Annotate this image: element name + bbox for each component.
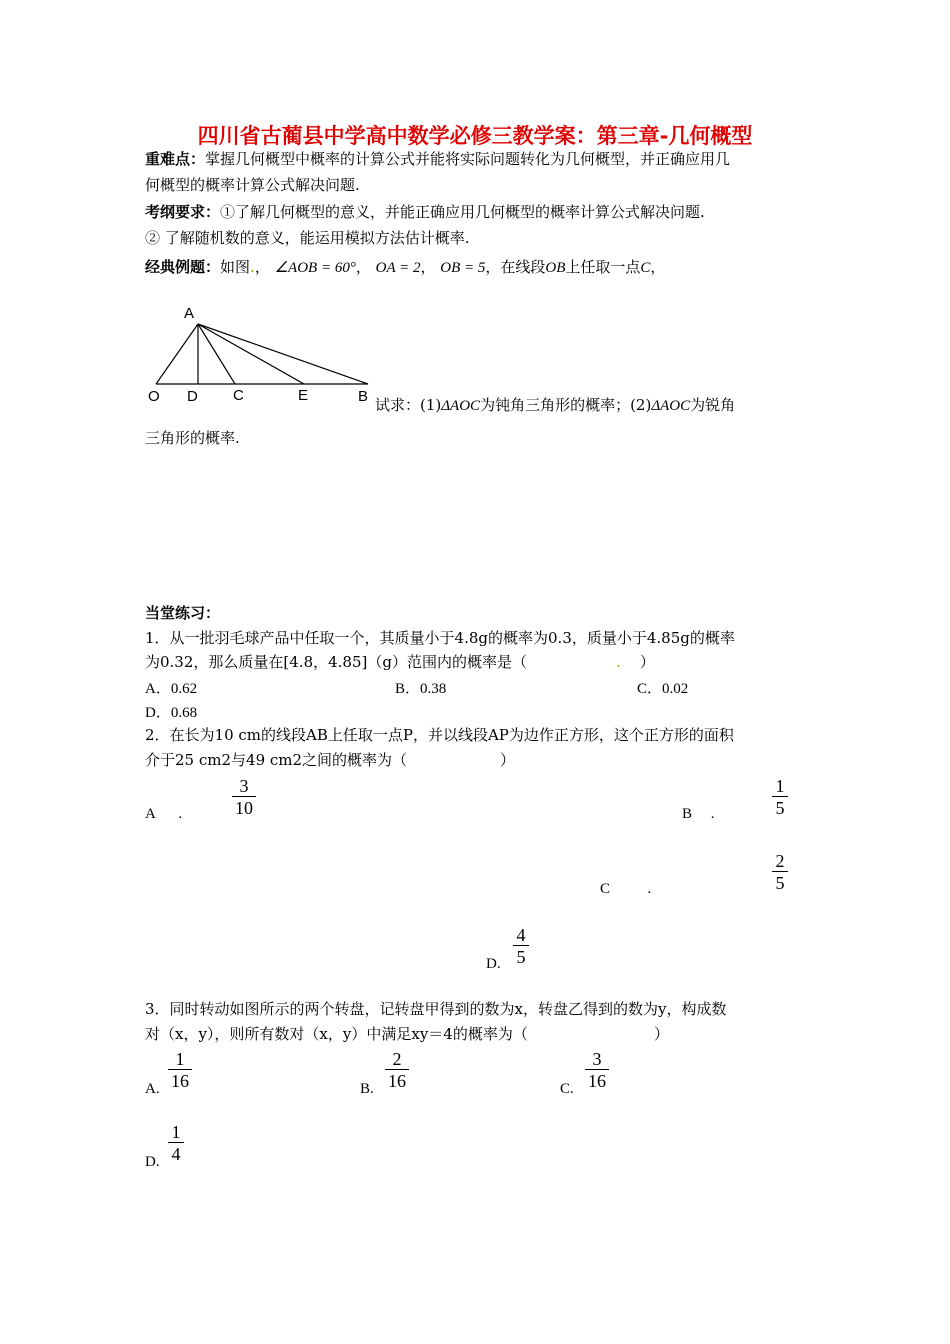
ob-expr: OB = 5 [440,260,486,276]
denominator: 5 [772,796,788,818]
q2-option-b-label: B . [682,806,715,822]
syllabus-text2: ② 了解随机数的意义，能运用模拟方法估计概率. [145,229,470,247]
label-o: O [148,388,160,405]
segment-ac-line [198,324,235,384]
denominator: 5 [513,945,529,967]
practice-label: 当堂练习： [145,604,221,622]
label-e: E [298,387,309,404]
ask1: 试求：(1) [375,396,442,414]
q1-line2: 为0.32，那么质量在[4.8，4.85]（g）范围内的概率是（ [145,653,527,671]
denominator: 16 [168,1069,192,1091]
q1-option-d: D．0.68 [145,705,198,721]
q2-close: ） [500,751,516,769]
point-c: C [640,260,651,276]
example-comma: ， [650,258,666,276]
q2-option-c-label: C . [600,881,652,897]
q2-option-a-fraction [232,776,256,818]
segment-ae-line [198,324,304,384]
q3-close: ） [654,1025,670,1043]
ask2: 为钝角三角形的概率；(2) [480,396,652,414]
q1-close: ） [639,653,655,671]
ask3: 为锐角 [690,396,736,414]
q3-option-a-label: A. [145,1081,160,1097]
q2-option-c-fraction [772,851,788,893]
numerator: 1 [175,1049,185,1069]
label-a: A [184,305,195,322]
segment-oa-line [156,324,198,384]
syllabus-text1: ①了解几何概型的意义，并能正确应用几何概型的概率计算公式解决问题. [220,203,705,221]
numerator: 1 [171,1122,181,1142]
key-points-label: 重难点： [145,150,206,168]
numerator: 2 [775,851,785,871]
example-line: 经典例题：如图.， ∠AOB = 60°， OA = 2， OB = 5，在线段OB上任取一点C， [145,258,666,276]
example-line2: 三角形的概率. [145,429,240,447]
example-intro: 如图 [220,258,251,276]
q2-line1: 2．在长为10 cm的线段AB上任取一点P，并以线段AP为边作正方形，这个正方形的面积 [145,726,734,744]
q1-option-c: C．0.02 [637,681,689,697]
q2-option-d-label: D. [486,956,501,972]
triangle-aoc-1: ΔAOC [441,398,481,414]
example-label: 经典例题： [145,258,221,276]
dot-mark: . [250,258,255,276]
dot-mark: . [616,653,621,671]
key-points-text2: 何概型的概率计算公式解决问题. [145,176,360,194]
page-title: 四川省古蔺县中学高中数学必修三教学案：第三章-几何概型 [197,124,753,148]
q3-option-b-label: B. [360,1081,374,1097]
key-points-text1: 掌握几何概型中概率的计算公式并能将实际问题转化为几何概型，并正确应用几 [205,150,731,168]
triangle-figure [140,300,380,410]
numerator: 2 [392,1049,402,1069]
segment-ab-line [198,324,368,384]
label-b: B [358,388,369,405]
segment-ob: OB [545,260,566,276]
q2-option-a-label: A . [145,806,183,822]
q1-option-a: A．0.62 [145,681,198,697]
example-question [375,394,735,417]
numerator: 3 [239,776,249,796]
numerator: 1 [775,776,785,796]
denominator: 5 [772,871,788,893]
q3-option-b-fraction [385,1049,409,1091]
oa-expr: OA = 2 [375,260,421,276]
key-points-line1 [145,148,730,170]
q1-blank [616,651,655,673]
denominator: 10 [232,796,256,818]
q3-option-a-fraction [168,1049,192,1091]
q2-line2: 介于25 cm2与49 cm2之间的概率为（ [145,751,408,769]
q2-option-d-fraction [513,925,529,967]
q3-line1: 3．同时转动如图所示的两个转盘，记转盘甲得到的数为x，转盘乙得到的数为y，构成数 [145,1000,727,1018]
q1-line1: 1．从一批羽毛球产品中任取一个，其质量小于4.8g的概率为0.3，质量小于4.85g的概率 [145,629,735,647]
q3-line2: 对（x，y），则所有数对（x，y）中满足xy＝4的概率为（ [145,1025,528,1043]
q3-option-c-label: C. [560,1081,574,1097]
q1-option-b: B．0.38 [395,681,447,697]
denominator: 4 [168,1142,184,1164]
example-text-mid: ，在线段 [485,258,546,276]
example-text-end: 上任取一点 [565,258,641,276]
triangle-aoc-2: ΔAOC [651,398,691,414]
q3-option-d-label: D. [145,1154,160,1170]
numerator: 3 [592,1049,602,1069]
syllabus-label: 考纲要求： [145,203,221,221]
label-d: D [187,388,198,405]
angle-expr: ∠AOB = 60° [274,260,356,276]
q2-option-b-fraction [772,776,788,818]
numerator: 4 [516,925,526,945]
syllabus-line1 [145,201,705,223]
denominator: 16 [585,1069,609,1091]
q3-option-c-fraction [585,1049,609,1091]
q3-option-d-fraction [168,1122,184,1164]
label-c: C [233,387,244,404]
denominator: 16 [385,1069,409,1091]
